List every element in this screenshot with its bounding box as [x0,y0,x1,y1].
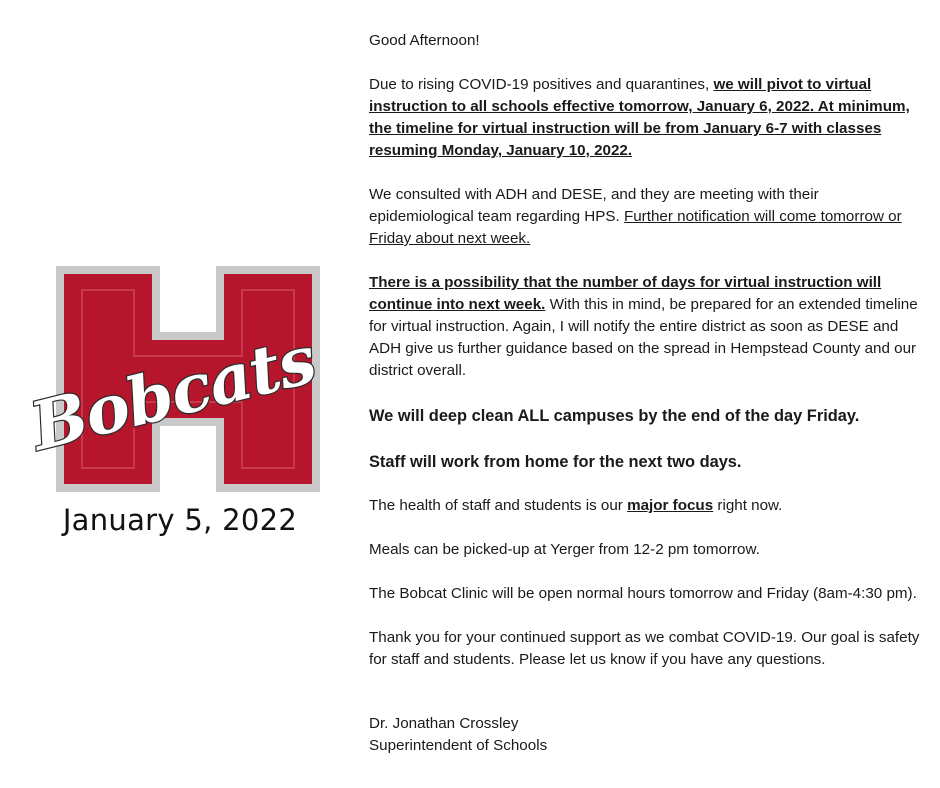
paragraph-underlined: Further notification will come tomorrow or Friday about next week. [369,208,902,247]
left-panel [0,0,360,788]
paragraph-emphasis: There is a possibility that the number of days for virtual instruction will continue into next week. [369,274,882,313]
paragraph-emphasis: major focus [627,497,714,514]
paragraph-thanks: Thank you for your continued support as we combat COVID-19. Our goal is safety for staff and students. Please let us know if you have any questions. [369,629,920,668]
paragraph-consultation [369,184,921,250]
signature-title: Superintendent of Schools [369,737,548,754]
deep-clean-notice: We will deep clean ALL campuses by the end of the day Friday. [369,407,860,425]
paragraph-virtual-instruction [369,74,921,162]
greeting: Good Afternoon! [369,32,480,49]
paragraph-focus [369,495,921,517]
logo-script-text: Bobcats [23,320,323,466]
paragraph-before: The health of staff and students is our [369,497,628,514]
paragraph-meals: Meals can be picked-up at Yerger from 12-2 pm tomorrow. [369,541,760,558]
paragraph-text: We consulted with ADH and DESE, and they are meeting with their epidemiological team regarding HPS. [369,186,819,225]
paragraph-possibility [369,272,921,382]
letter-date: January 5, 2022 [62,503,298,537]
paragraph-after: right now. [713,497,783,514]
signature-name: Dr. Jonathan Crossley [369,715,519,732]
bobcats-logo [22,262,354,496]
paragraph-clinic: The Bobcat Clinic will be open normal hours tomorrow and Friday (8am-4:30 pm). [369,585,917,602]
paragraph-emphasis: we will pivot to virtual instruction to all schools effective tomorrow, January 6, 2022. At minimum, the timeline for virtual instruction will be from January 6-7 with classes resuming Monday, January 10, 2022. [369,76,910,159]
staff-home-notice: Staff will work from home for the next two days. [369,453,742,471]
paragraph-intro: Due to rising COVID-19 positives and quarantines, [369,76,714,93]
letter-body [369,30,921,757]
paragraph-text: With this in mind, be prepared for an extended timeline for virtual instruction. Again, I will notify the entire district as soon as DESE and ADH give us further guidance based on the spread in Hempstead County and our district overall. [369,296,918,379]
